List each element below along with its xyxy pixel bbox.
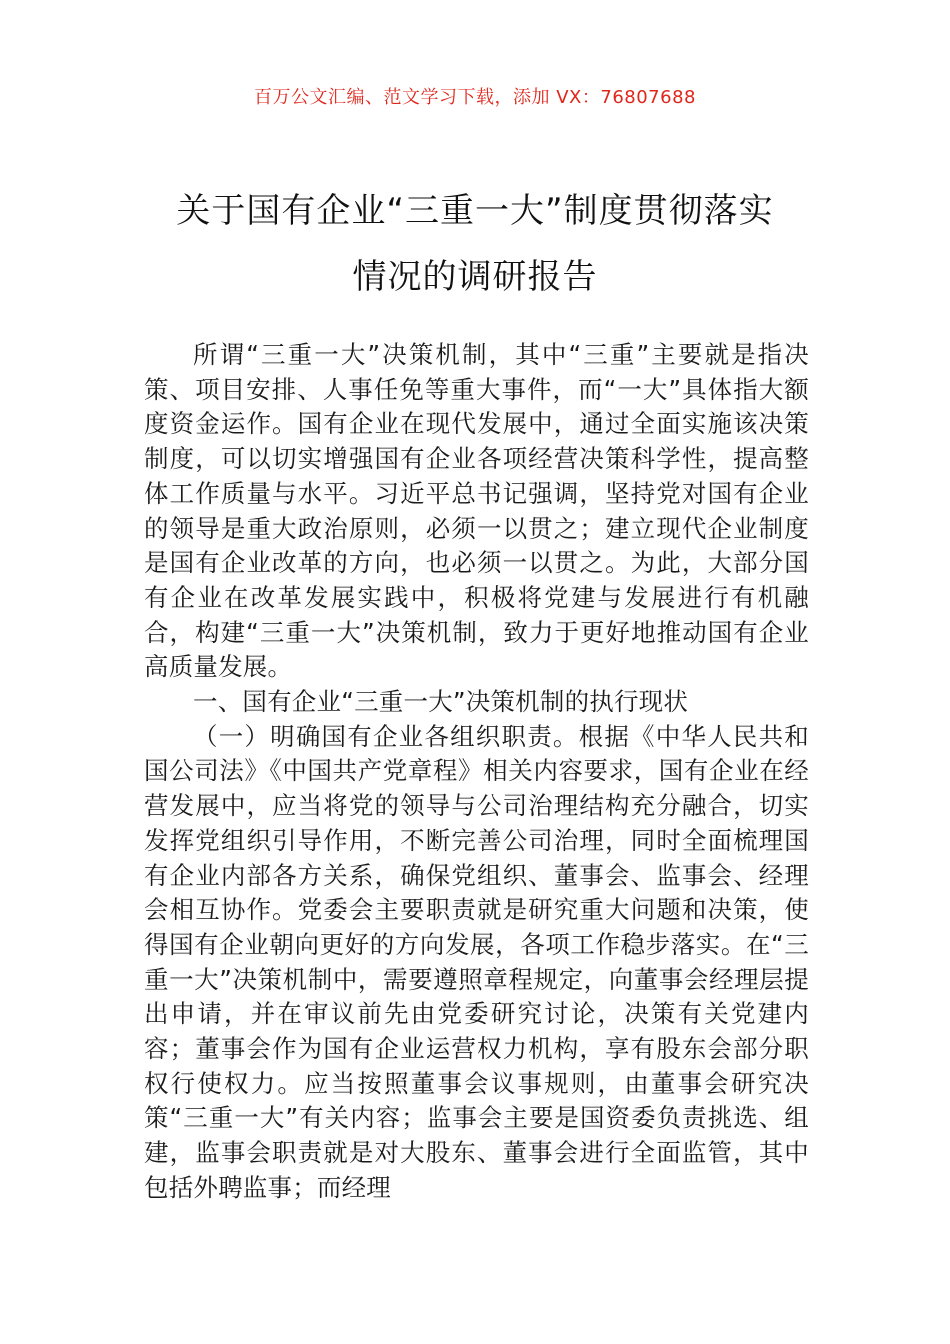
document-body	[144, 338, 809, 1206]
title-line-2: 情况的调研报告	[352, 257, 598, 297]
paragraph-subsection-1: （一）明确国有企业各组织职责。根据《中华人民共和国公司法》《中国共产党章程》相关内容要求，国有企业在经营发展中，应当将党的领导与公司治理结构充分融合，切实发挥党组织引导作用，不断完善公司治理，同时全面梳理国有企业内部各方关系，确保党组织、董事会、监事会、经理会相互协作。党委会主要职责就是研究重大问题和决策，使得国有企业朝向更好的方向发展，各项工作稳步落实。在“三重一大”决策机制中，需要遵照章程规定，向董事会经理层提出申请，并在审议前先由党委研究讨论，决策有关党建内容；董事会作为国有企业运营权力机构，享有股东会部分职权行使权力。应当按照董事会议事规则，由董事会研究决策“三重一大”有关内容；监事会主要是国资委负责挑选、组建，监事会职责就是对大股东、董事会进行全面监管，其中包括外聘监事；而经理	[144, 721, 809, 1202]
title-line-1: 关于国有企业“三重一大”制度贯彻落实	[176, 191, 774, 231]
paragraph-intro: 所谓“三重一大”决策机制，其中“三重”主要就是指决策、项目安排、人事任免等重大事件，而“一大”具体指大额度资金运作。国有企业在现代发展中，通过全面实施该决策制度，可以切实增强国有企业各项经营决策科学性，提高整体工作质量与水平。习近平总书记强调，坚持党对国有企业的领导是重大政治原则，必须一以贯之；建立现代企业制度是国有企业改革的方向，也必须一以贯之。为此，大部分国有企业在改革发展实践中，积极将党建与发展进行有机融合，构建“三重一大”决策机制，致力于更好地推动国有企业高质量发展。	[144, 340, 809, 682]
document-title	[0, 178, 950, 310]
section-heading-1: 一、国有企业“三重一大”决策机制的执行现状	[193, 687, 689, 717]
header-watermark-note: 百万公文汇编、范文学习下载，添加 VX：76807688	[254, 87, 696, 108]
